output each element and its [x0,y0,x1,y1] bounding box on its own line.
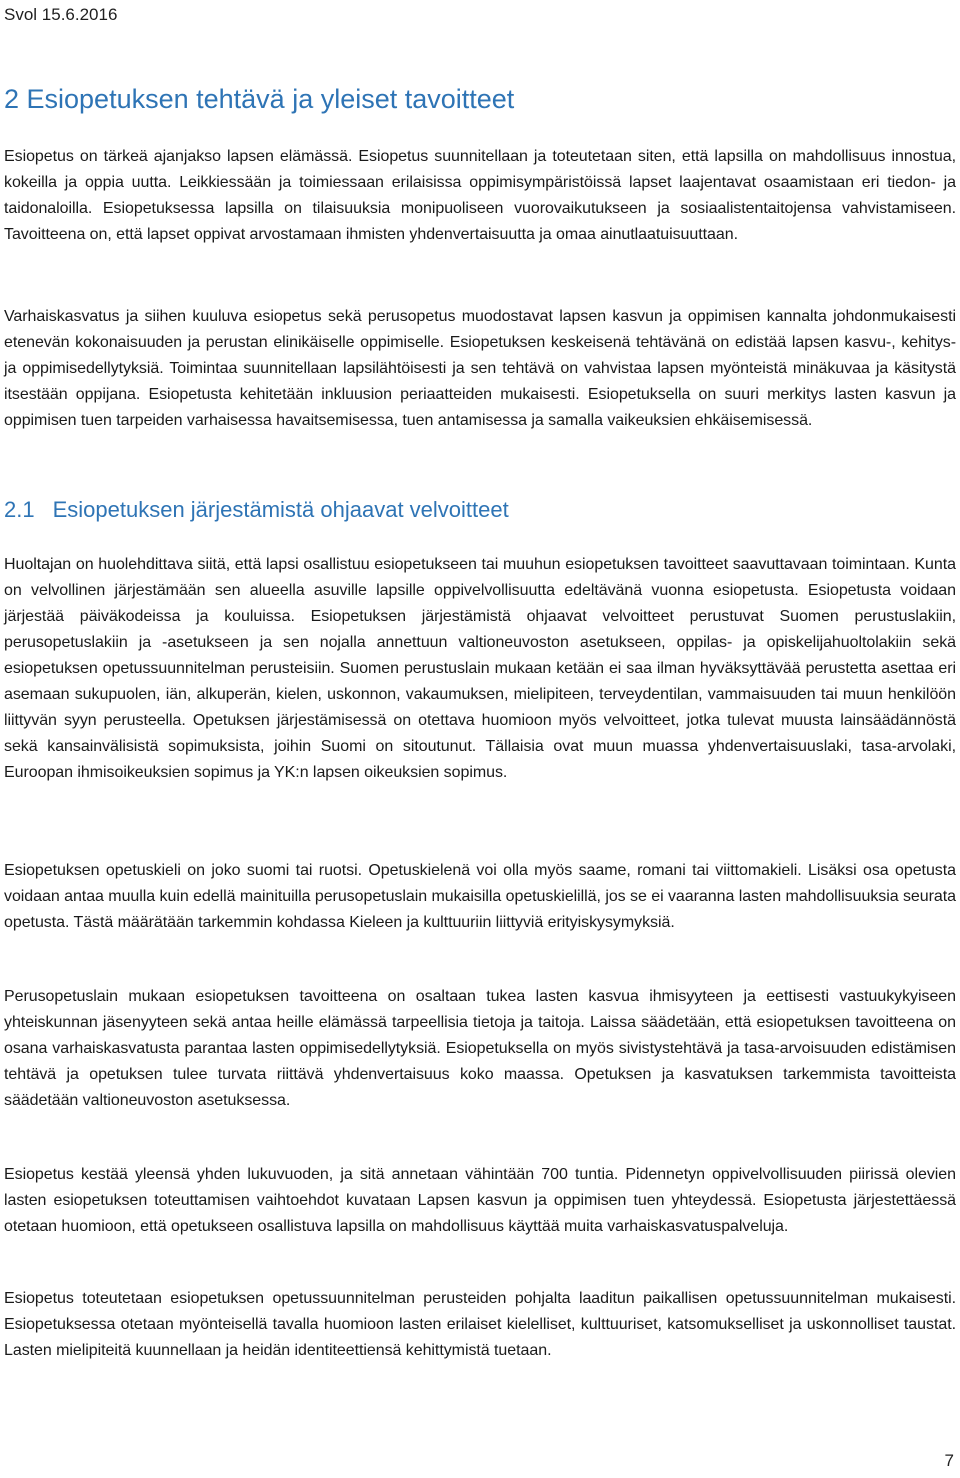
subsection-title: Esiopetuksen järjestämistä ohjaavat velvoitteet [52,497,509,522]
subsection-number: 2.1 [4,497,35,522]
subsection-paragraph-5: Esiopetus toteutetaan esiopetuksen opetussuunnitelman perusteiden pohjalta laaditun paikallisen opetussuunnitelman mukaisesti. Esiopetuksessa otetaan myönteisellä tavalla huomioon lasten erilaiset kielelliset, kulttuuriset, katsomukselliset ja uskonnolliset taustat. Lasten mielipiteitä kuunnellaan ja heidän identiteettiensä kehittymistä tuetaan. [4,1290,956,1359]
subsection-paragraph-4: Esiopetus kestää yleensä yhden lukuvuoden, ja sitä annetaan vähintään 700 tuntia. Pidennetyn oppivelvollisuuden piirissä olevien lasten esiopetuksen toteuttamisen vaihtoehdot kuvataan Lapsen kasvun ja oppimisen tuen yhteydessä. Esiopetusta järjestettäessä otetaan huomioon, että opetukseen osallistuva lapsilla on mahdollisuus käyttää muita varhaiskasvatuspalveluja. [4,1166,956,1235]
subsection-paragraph-1: Huoltajan on huolehdittava siitä, että lapsi osallistuu esiopetukseen tai muuhun esiopetuksen tavoitteet saavuttavaan toimintaan. Kunta on velvollinen järjestämään sen alueella asuville lapsille oppivelvollisuutta edeltävänä vuonna esiopetusta. Esiopetusta voidaan järjestää päiväkodeissa ja kouluissa. Esiopetuksen järjestämistä ohjaavat velvoitteet perustuvat Suomen perustuslakiin, perusopetuslakiin ja -asetukseen ja sen nojalla annettuun valtioneuvoston asetukseen, oppilas- ja opiskelijahuoltolakiin sekä esiopetuksen opetussuunnitelman perusteisiin. Suomen perustuslain mukaan ketään ei saa ilman hyväksyttävää perustetta asettaa eri asemaan sukupuolen, iän, alkuperän, kielen, uskonnon, vakaumuksen, mielipiteen, terveydentilan, vammaisuuden tai muun henkilöön liittyvän syyn perusteella. Opetuksen järjestämisessä on otettava huomioon myös velvoitteet, jotka tulevat muusta lainsäädännöstä sekä kansainvälisistä sopimuksista, joihin Suomi on sitoutunut. Tällaisia ovat muun muassa yhdenvertaisuuslaki, tasa-arvolaki, Euroopan ihmisoikeuksien sopimus ja YK:n lapsen oikeuksien sopimus. [4,556,956,781]
subsection-paragraph-3: Perusopetuslain mukaan esiopetuksen tavoitteena on osaltaan tukea lasten kasvua ihmisyyteen ja eettisesti vastuukykyiseen yhteiskunnan jäsenyyteen sekä antaa heille elämässä tarpeellisia tietoja ja taitoja. Laissa säädetään, että esiopetuksen tavoitteena on osana varhaiskasvatusta parantaa lasten oppimisedellytyksiä. Esiopetuksella on myös sivistystehtävä ja tasa-arvoisuuden edistämisen tehtävä ja opetuksen tulee turvata riittävä yhdenvertaisuus koko maassa. Opetuksen ja kasvatuksen tarkemmista tavoitteista säädetään valtioneuvoston asetuksessa. [4,988,956,1109]
page-header-date: Svol 15.6.2016 [4,5,118,24]
section-paragraph-2: Varhaiskasvatus ja siihen kuuluva esiopetus sekä perusopetus muodostavat lapsen kasvun ja oppimisen kannalta johdonmukaisesti etenevän kokonaisuuden ja perustan elinikäiselle oppimiselle. Esiopetuksen keskeisenä tehtävänä on edistää lapsen kasvu-, kehitys- ja oppimisedellytyksiä. Toimintaa suunnitellaan lapsilähtöisesti ja sen tehtävä on vahvistaa lapsen myönteistä minäkuvaa ja käsitystä itsestään oppijana. Esiopetusta kehitetään inkluusion periaatteiden mukaisesti. Esiopetuksella on suuri merkitys lasten kasvun ja oppimisen tuen tarpeiden varhaisessa havaitsemisessa, tuen antamisessa ja samalla vaikeuksien ehkäisemisessä. [4,308,956,429]
subsection-heading [4,496,509,524]
section-heading: 2 Esiopetuksen tehtävä ja yleiset tavoitteet [4,84,515,114]
subsection-paragraph-2: Esiopetuksen opetuskieli on joko suomi tai ruotsi. Opetuskielenä voi olla myös saame, romani tai viittomakieli. Lisäksi osa opetusta voidaan antaa muulla kuin edellä mainituilla perusopetuslain mukaisilla opetuskielillä, jos se ei vaaranna lasten mahdollisuuksia seurata opetusta. Tästä määrätään tarkemmin kohdassa Kieleen ja kulttuuriin liittyviä erityiskysymyksiä. [4,862,956,931]
section-paragraph-1: Esiopetus on tärkeä ajanjakso lapsen elämässä. Esiopetus suunnitellaan ja toteutetaan siten, että lapsilla on mahdollisuus innostua, kokeilla ja oppia uutta. Leikkiessään ja toimiessaan erilaisissa oppimisympäristöissä lapset laajentavat osaamistaan eri tiedon- ja taidonaloilla. Esiopetuksessa lapsilla on tilaisuuksia monipuoliseen vuorovaikutukseen ja sosiaalistentaitojensa vahvistamiseen. Tavoitteena on, että lapset oppivat arvostamaan ihmisten yhdenvertaisuutta ja omaa ainutlaatuisuuttaan. [4,148,956,243]
page-number: 7 [944,1451,954,1470]
